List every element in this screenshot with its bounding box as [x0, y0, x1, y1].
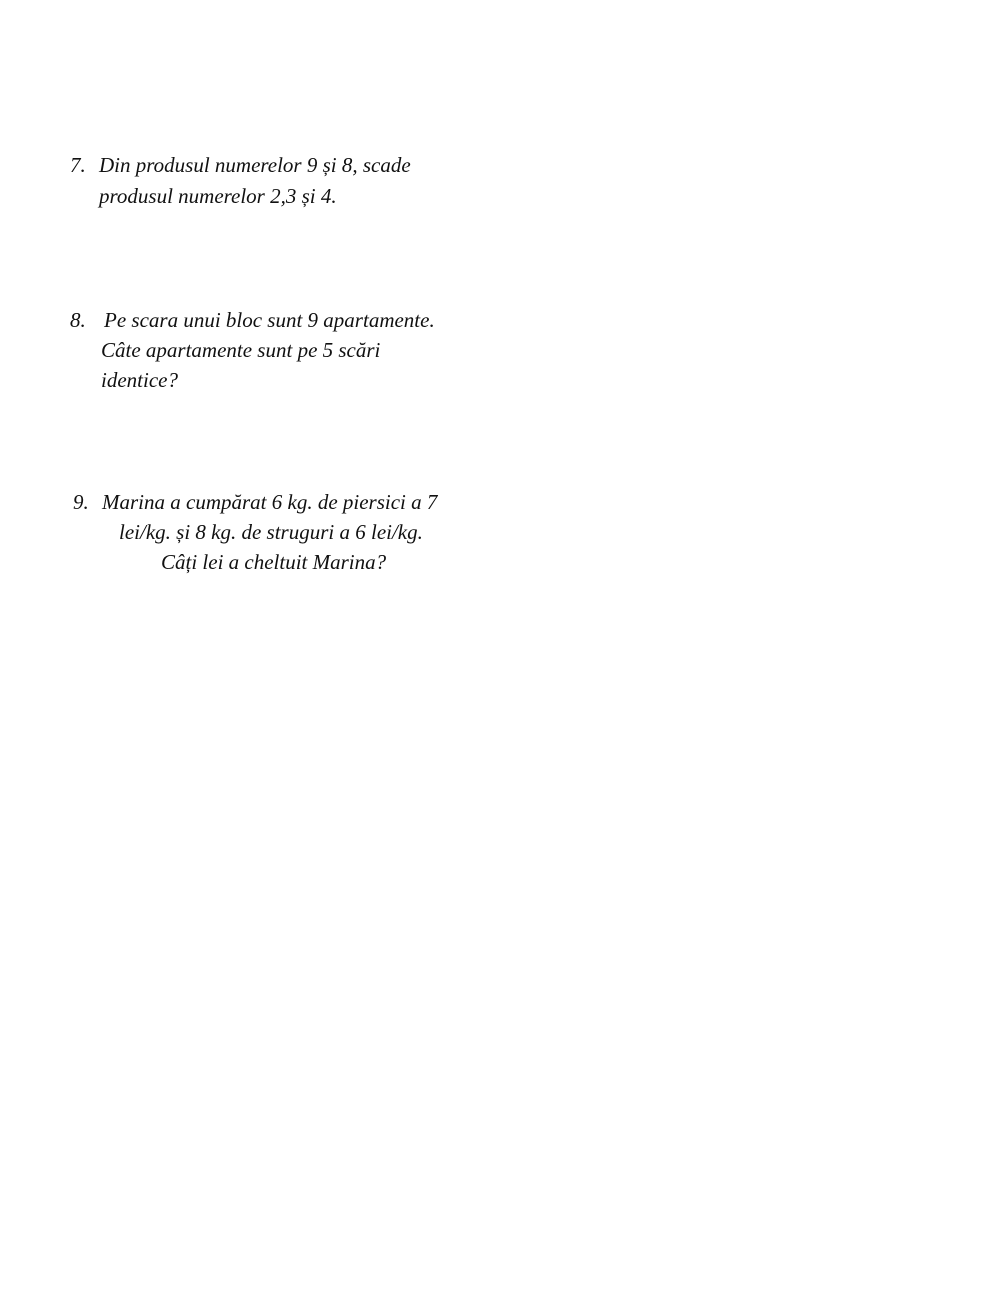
problem-9-text-line-3: Câți lei a cheltuit Marina?: [161, 550, 387, 574]
problem-7-line-1: [70, 150, 411, 180]
problem-8-line-1: [70, 305, 435, 335]
problem-7-text-line-1: Din produsul numerelor 9 și 8, scade: [99, 153, 411, 177]
problem-8-text-line-3: identice?: [101, 368, 178, 392]
problem-9-text-line-2: lei/kg. și 8 kg. de struguri a 6 lei/kg.: [119, 520, 423, 544]
problem-8-text-line-1: Pe scara unui bloc sunt 9 apartamente.: [104, 308, 435, 332]
problem-9-text-line-1: Marina a cumpărat 6 kg. de piersici a 7: [102, 490, 438, 514]
problem-9-number: 9.: [73, 490, 89, 514]
problem-8-text-line-2: Câte apartamente sunt pe 5 scări: [101, 338, 381, 362]
problem-7-number: 7.: [70, 153, 86, 177]
problem-8-number: 8.: [70, 308, 86, 332]
problem-7-text-line-2: produsul numerelor 2,3 și 4.: [99, 184, 337, 208]
problem-9-line-1: [73, 487, 437, 517]
